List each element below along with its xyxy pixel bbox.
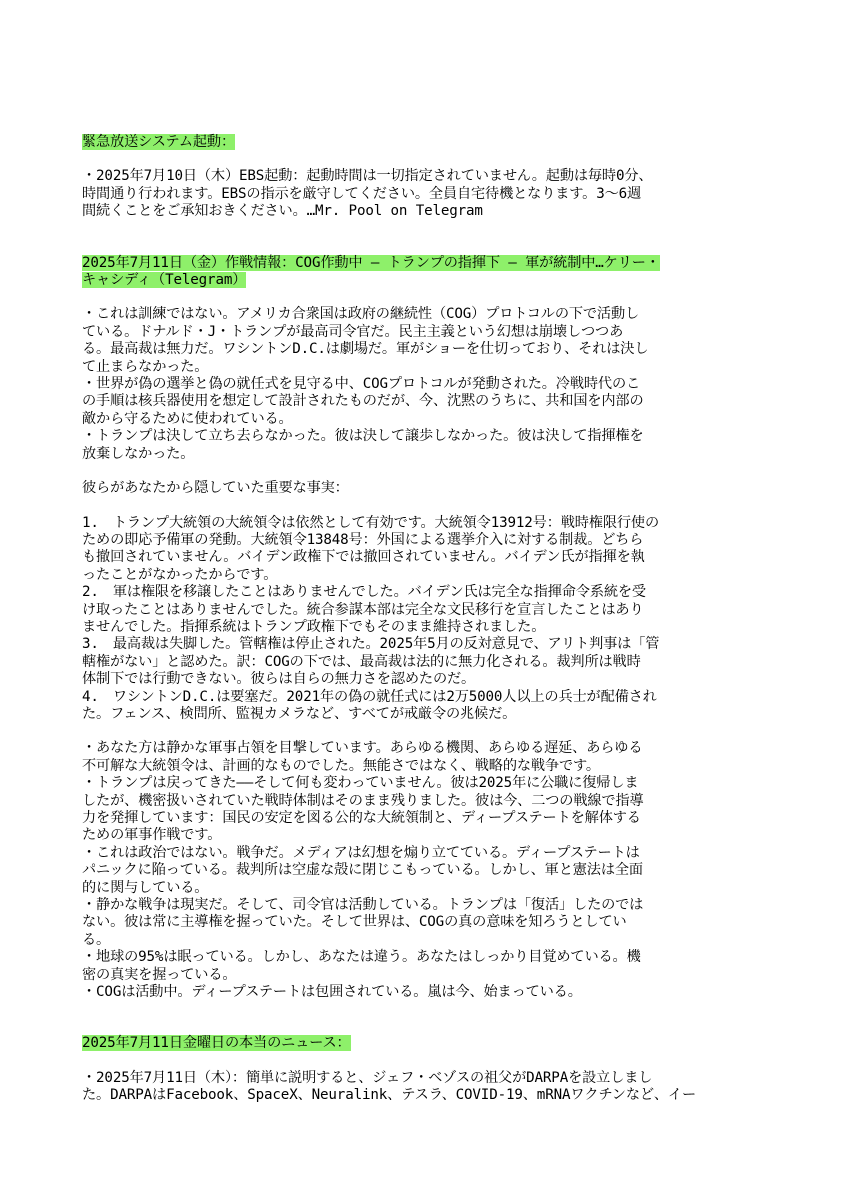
section-heading-real-news — [82, 1035, 772, 1052]
section-heading-ebs — [82, 134, 772, 151]
section-heading-cog — [82, 255, 772, 290]
paragraph-real-news: ・2025年7月11日（木）：簡単に説明すると、ジェフ・ベゾスの祖父がDARPAを設立しまし た。DARPAはFacebook、SpaceX、Neuralink、テスラ、COVID-19、mRNAワクチンなど、イー — [82, 1069, 697, 1104]
heading-highlight: 緊急放送システム起動： — [82, 134, 235, 150]
paragraph-numbered-facts: 1. トランプ大統領の大統領令は依然として有効です。大統領令13912号：戦時権限行使の ための即応予備軍の発動。大統領令13848号：外国による選挙介入に対する制裁。どちら も撤回されていません。バイデン政権下では撤回されていません。バイデン氏が指揮を執 ったことがなかったからです。 2. 軍は権限を移譲したことはありませんでした。バイデン氏は完全な指揮命令系統を受 け取ったことはありませんでした。統合参謀本部は完全な文民移行を宣言したことはあり ませんでした。指揮系統はトランプ政権下でもそのまま維持されました。 3. 最高裁は失脚した。管轄権は停止された。2025年5月の反対意見で、アリト判事は「管 轄権がない」と認めた。訳：COGの下では、最高裁は法的に無力化される。裁判所は戦時 体制下では行動できない。彼らは自らの無力さを認めたのだ。 4. ワシントンD.C.は要塞だ。2021年の偽の就任式には2万5000人以上の兵士が配備され た。フェンス、検問所、監視カメラなど、すべてが戒厳令の兆候だ。 — [82, 514, 660, 722]
paragraph-cog-intro: ・これは訓練ではない。アメリカ合衆国は政府の継続性（COG）プロトコルの下で活動し ている。ドナルド・J・トランプが最高司令官だ。民主主義という幻想は崩壊しつつあ る。最高裁は無力だ。ワシントンD.C.は劇場だ。軍がショーを仕切っており、それは決し て止まらなかった。 ・世界が偽の選挙と偽の就任式を見守る中、COGプロトコルが発動された。冷戦時代のこ の手順は核兵器使用を想定して設計されたものだが、今、沈黙のうちに、共和国を内部の 敵から守るために使われている。 ・トランプは決して立ち去らなかった。彼は決して譲歩しなかった。彼は決して指揮権を 放棄しなかった。 — [82, 306, 649, 462]
paragraph-hidden-facts-title: 彼らがあなたから隠していた重要な事実： — [82, 480, 349, 497]
paragraph-ebs: ・2025年7月10日（木）EBS起動：起動時間は一切指定されていません。起動は毎時0分、 時間通り行われます。EBSの指示を厳守してください。全員自宅待機となります。3～6週 間続くことをご承知おきください。…Mr. Pool on Telegram — [82, 168, 653, 220]
heading-highlight: 2025年7月11日（金）作戦情報：COG作動中 – トランプの指揮下 – 軍が統制中…ケリー・ キャシディ（Telegram） — [82, 254, 660, 289]
heading-highlight: 2025年7月11日金曜日の本当のニュース： — [82, 1035, 351, 1052]
document-page — [82, 134, 772, 1105]
paragraph-silent-war: ・あなた方は静かな軍事占領を目撃しています。あらゆる機関、あらゆる遅延、あらゆる 不可解な大統領令は、計画的なものでした。無能さではなく、戦略的な戦争です。 ・トランプは戻ってきた――そして何も変わっていません。彼は2025年に公職に復帰しま したが、機密扱いされていた戦時体制はそのまま残りました。彼は今、二つの戦線で指導 力を発揮しています：国民の安定を図る公的な大統領制と、ディープステートを解体する ための軍事作戦です。 ・これは政治ではない。戦争だ。メディアは幻想を煽り立てている。ディープステートは パニックに陥っている。裁判所は空虚な殻に閉じこもっている。しかし、軍と憲法は全面 的に関与している。 ・静かな戦争は現実だ。そして、司令官は活動している。トランプは「復活」したのでは ない。彼は常に主導権を握っていた。そして世界は、COGの真の意味を知ろうとしてい る。 ・地球の95%は眠っている。しかし、あなたは違う。あなたはしっかり目覚めている。機 密の真実を握っている。 ・COGは活動中。ディープステートは包囲されている。嵐は今、始まっている。 — [82, 740, 644, 1001]
